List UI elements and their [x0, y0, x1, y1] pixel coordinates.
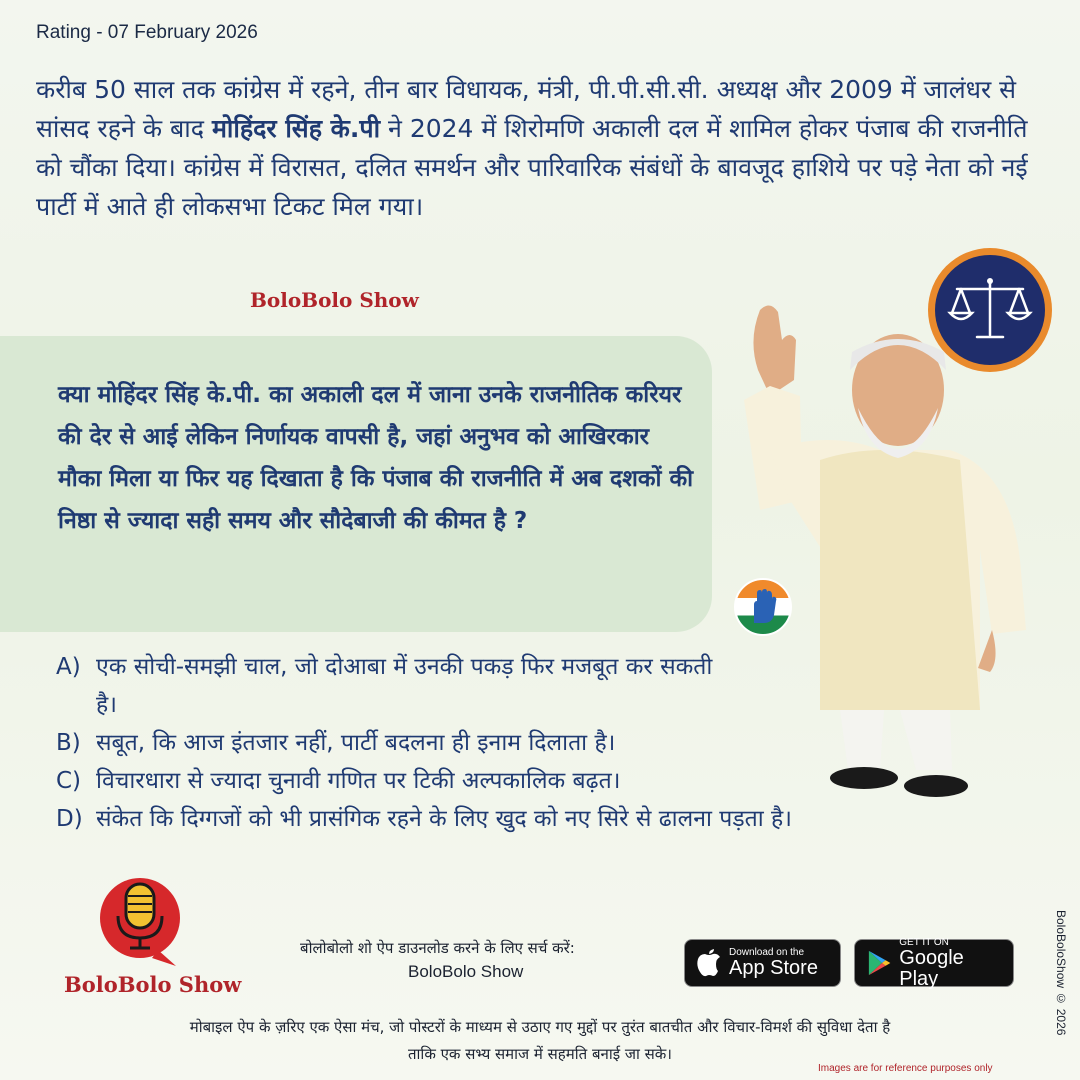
- image-disclaimer: Images are for reference purposes only: [818, 1063, 993, 1074]
- intro-text-part2: ने 2024 में शिरोमणि अकाली दल में शामिल होकर पंजाब की राजनीति को चौंका दिया। कांग्रेस में विरासत, दलित समर्थन और पारिवारिक संबंधों के बावजूद हाशिये पर पड़े नेता को नई पार्टी में आते ही लोकसभा टिकट मिल गया।: [36, 114, 1028, 221]
- congress-symbol-badge: [734, 578, 792, 636]
- brand-watermark: BoloBolo Show: [250, 288, 419, 312]
- microphone-icon: [98, 872, 182, 968]
- poll-question: क्या मोहिंदर सिंह के.पी. का अकाली दल में जाना उनके राजनीतिक करियर की देर से आई लेकिन निर्णायक वापसी है, जहां अनुभव को आखिरकार मौका मिला या फिर यह दिखाता है कि पंजाब की राजनीति में अब दशकों की निष्ठा से ज्यादा सही समय और सौदेबाजी की कीमत है ?: [58, 382, 694, 534]
- intro-highlight-name: मोहिंदर सिंह के.पी: [211, 114, 381, 143]
- app-store-label: App Store: [729, 957, 818, 979]
- download-app-name: BoloBolo Show: [408, 962, 524, 981]
- copyright-credit: BoloBoloShow © 2026: [1054, 910, 1068, 1036]
- option-key: B): [56, 730, 81, 756]
- google-play-small-label: GET IT ON: [899, 936, 949, 948]
- download-instruction: बोलोबोलो शो ऐप डाउनलोड करने के लिए सर्च करें:: [300, 939, 575, 957]
- option-text: सबूत, कि आज इंतजार नहीं, पार्टी बदलना ही इनाम दिलाता है।: [96, 730, 616, 756]
- brand-logo-text: BoloBolo Show: [64, 972, 242, 997]
- apple-icon: [697, 949, 721, 977]
- app-store-button[interactable]: [684, 939, 841, 987]
- footer-line-1: मोबाइल ऐप के ज़रिए एक ऐसा मंच, जो पोस्टरों के माध्यम से उठाए गए मुद्दों पर तुरंत बातचीत और विचार-विमर्श की सुविधा देता है: [189, 1018, 891, 1036]
- google-play-button[interactable]: [854, 936, 1014, 990]
- politician-illustration: [730, 300, 1040, 810]
- app-store-small-label: Download on the: [729, 947, 805, 958]
- footer-description: [40, 1014, 1040, 1068]
- option-key: A): [56, 654, 81, 680]
- rating-date: Rating - 07 February 2026: [36, 22, 258, 43]
- google-play-label: Google Play: [899, 946, 964, 990]
- option-text: संकेत कि दिग्गजों को भी प्रासंगिक रहने के लिए खुद को नए सिरे से ढालना पड़ता है।: [96, 806, 792, 832]
- option-key: D): [56, 806, 83, 832]
- hand-icon: [748, 589, 778, 625]
- option-key: C): [56, 768, 82, 794]
- option-text: एक सोची-समझी चाल, जो दोआबा में उनकी पकड़ फिर मजबूत कर सकती है।: [96, 654, 713, 718]
- intro-text-part1: करीब 50 साल तक कांग्रेस में रहने, तीन बार विधायक, मंत्री, पी.पी.सी.सी. अध्यक्ष और 2009 में जालंधर से सांसद रहने के बाद: [36, 75, 1017, 143]
- footer-line-2: ताकि एक सभ्य समाज में सहमति बनाई जा सके।: [408, 1045, 672, 1063]
- option-text: विचारधारा से ज्यादा चुनावी गणित पर टिकी अल्पकालिक बढ़त।: [96, 768, 621, 794]
- option-a[interactable]: [56, 648, 716, 724]
- play-triangle-icon: [867, 949, 891, 977]
- intro-paragraph: [36, 70, 1046, 226]
